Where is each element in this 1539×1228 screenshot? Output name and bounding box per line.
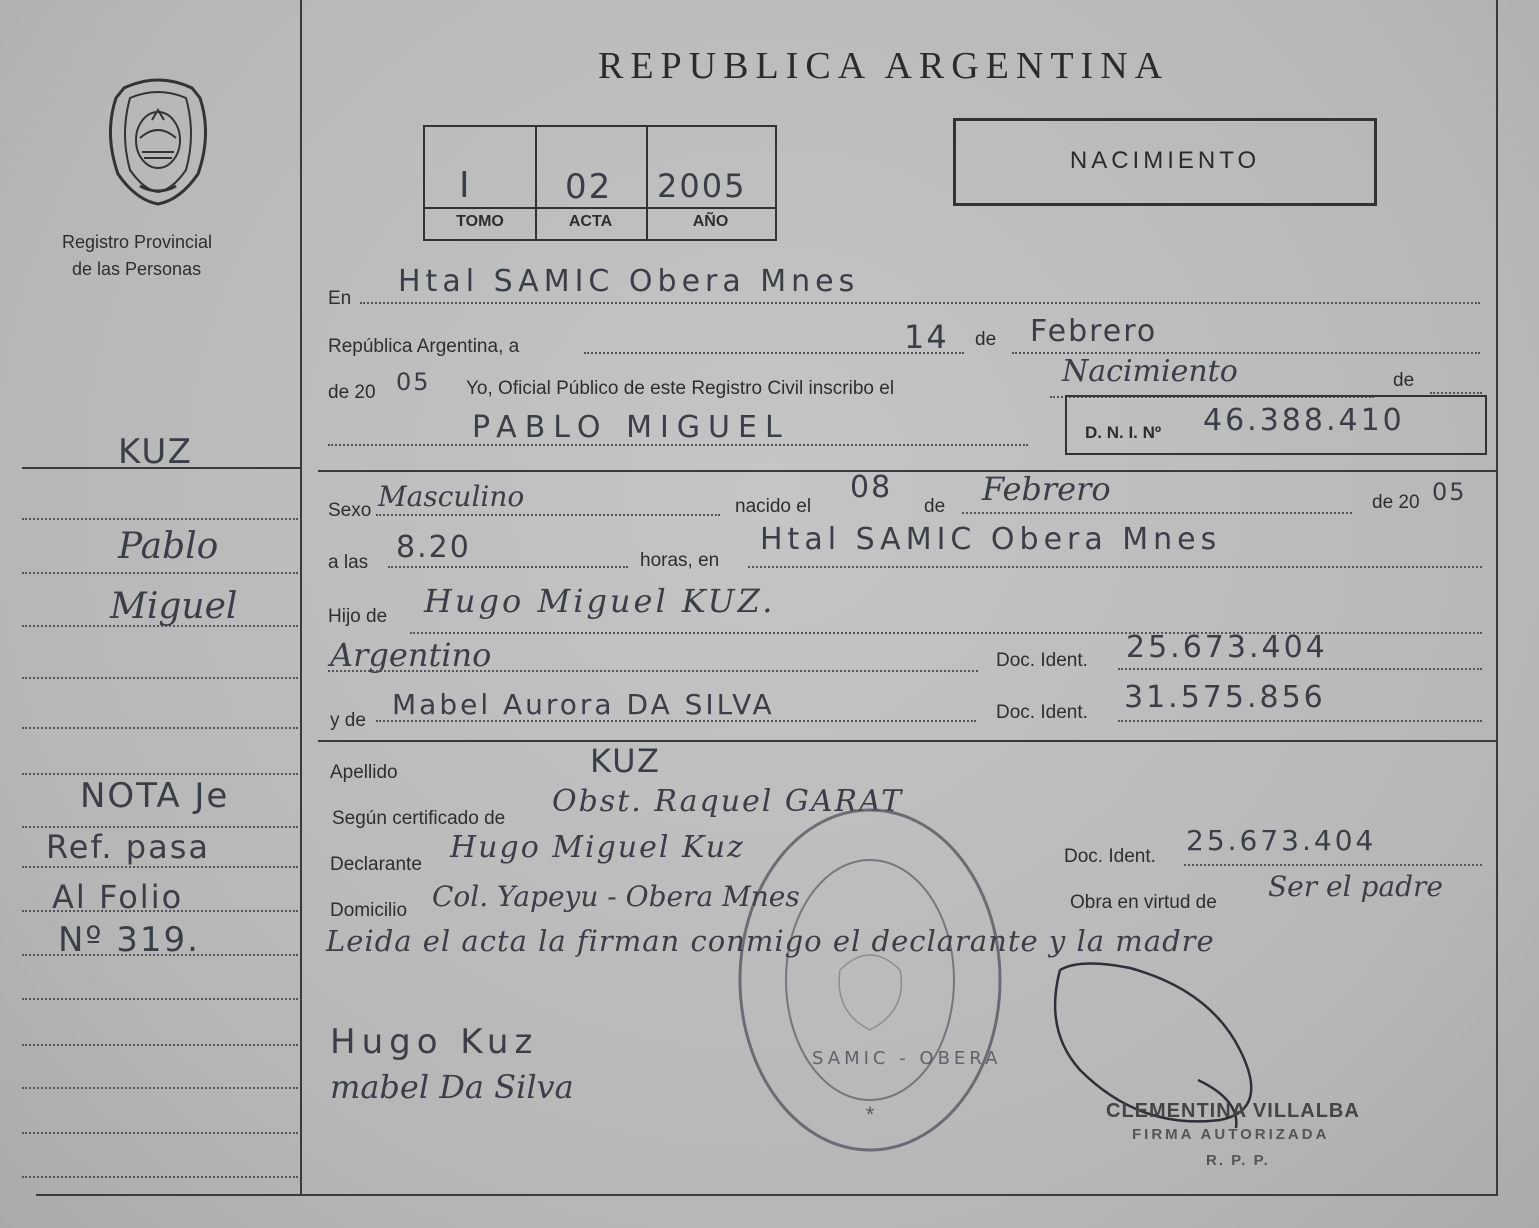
margin-line <box>22 727 298 729</box>
declarant-doc-number: 25.673.404 <box>1186 824 1377 857</box>
year-suffix: 05 <box>396 368 431 396</box>
en-label: En <box>328 288 352 309</box>
dni-label: D. N. I. Nº <box>1085 423 1162 442</box>
father-doc-line <box>1118 668 1482 670</box>
official-office: R. P. P. <box>1206 1152 1270 1169</box>
mother-signature: mabel Da Silva <box>330 1068 574 1106</box>
bottom-frame-border <box>36 1194 1498 1196</box>
country-title: REPUBLICA ARGENTINA <box>598 45 1170 87</box>
seal-place: SAMIC - OBERA <box>812 1048 1002 1069</box>
margin-middle-name: Miguel <box>110 586 238 627</box>
reading-statement: Leida el acta la firman conmigo el declarante y la madre <box>326 924 1215 958</box>
de-label: de <box>975 329 997 350</box>
birth-year-suffix: 05 <box>1432 478 1467 506</box>
section-separator <box>318 470 1496 472</box>
mother-doc-number: 31.575.856 <box>1124 680 1326 715</box>
official-name: CLEMENTINA VILLALBA <box>1106 1100 1360 1122</box>
margin-line <box>22 1087 298 1089</box>
dni-number: 46.388.410 <box>1203 403 1405 438</box>
acta-value: 02 <box>565 167 613 207</box>
ano-label: AÑO <box>692 213 729 230</box>
domicilio-label: Domicilio <box>330 900 408 921</box>
margin-line <box>22 572 298 574</box>
margin-line <box>22 1176 298 1178</box>
dni-box <box>1065 395 1487 455</box>
birth-place-line <box>748 566 1482 568</box>
margin-line <box>22 518 298 520</box>
svg-text:*: * <box>865 1102 875 1127</box>
tomo-label: TOMO <box>456 213 504 230</box>
registry-name-line2: de las Personas <box>72 259 202 279</box>
margin-line <box>22 1132 298 1134</box>
birth-time-line <box>388 566 628 568</box>
nationality-line <box>328 670 978 672</box>
y-de-label: y de <box>330 710 366 731</box>
inscription-month: Febrero <box>1030 314 1158 349</box>
seal-text <box>740 1150 770 1151</box>
segun-label: Según certificado de <box>332 808 506 829</box>
mother-line <box>376 720 976 722</box>
address-value: Col. Yapeyu - Obera Mnes <box>432 880 800 913</box>
doc-ident-label-2: Doc. Ident. <box>996 702 1088 723</box>
obra-label: Obra en virtud de <box>1070 892 1217 913</box>
margin-line <box>22 998 298 1000</box>
hijo-de-label: Hijo de <box>328 606 388 627</box>
tomo-value: I <box>459 165 472 206</box>
de-label-2: de <box>1393 370 1415 391</box>
birth-time: 8.20 <box>396 530 471 565</box>
apellido-label: Apellido <box>330 762 398 783</box>
father-signature: Hugo Kuz <box>330 1022 539 1062</box>
margin-note-line1: NOTA Je <box>80 776 230 816</box>
margin-note-line2: Ref. pasa <box>46 828 210 866</box>
birth-year-prefix: de 20 <box>1372 492 1420 513</box>
father-doc-number: 25.673.404 <box>1126 630 1328 665</box>
sexo-label: Sexo <box>328 500 372 521</box>
margin-line <box>22 677 298 679</box>
birth-month-line <box>962 512 1352 514</box>
oficial-text: Yo, Oficial Público de este Registro Civil inscribo el <box>466 378 895 399</box>
doc-ident-label-3: Doc. Ident. <box>1064 846 1156 867</box>
margin-surname: KUZ <box>118 432 193 472</box>
apellido-value: KUZ <box>590 742 661 780</box>
registry-name-line1: Registro Provincial <box>62 232 213 252</box>
margin-line <box>22 866 298 868</box>
margin-note-line4: Nº 319. <box>58 920 200 960</box>
en-line <box>360 302 1480 304</box>
record-type-label: NACIMIENTO <box>1069 147 1261 174</box>
act-type: Nacimiento <box>1062 354 1238 389</box>
birth-day: 08 <box>850 470 893 505</box>
declarant-name: Hugo Miguel Kuz <box>450 830 745 865</box>
mother-doc-line <box>1118 720 1482 722</box>
sexo-value: Masculino <box>378 480 525 513</box>
sexo-line <box>376 514 720 516</box>
doc-ident-label: Doc. Ident. <box>996 650 1088 671</box>
official-role: FIRMA AUTORIZADA <box>1132 1126 1330 1143</box>
right-frame-border <box>1496 0 1498 1196</box>
de-label-3: de <box>924 496 946 517</box>
acta-label: ACTA <box>568 213 613 230</box>
margin-first-name: Pablo <box>118 526 219 567</box>
father-nationality: Argentino <box>330 636 492 674</box>
inscription-day: 14 <box>904 318 949 356</box>
a-las-label: a las <box>328 552 369 573</box>
birth-place: Htal SAMIC Obera Mnes <box>760 522 1222 557</box>
left-column-divider <box>300 0 302 1196</box>
name-line <box>328 444 1028 446</box>
official-seal-stamp <box>730 800 1010 1160</box>
margin-line <box>22 773 298 775</box>
provincial-emblem-icon <box>96 74 220 206</box>
record-type-box <box>953 118 1377 206</box>
father-name: Hugo Miguel KUZ. <box>424 582 776 620</box>
certificate-issuer: Obst. Raquel GARAT <box>552 784 904 819</box>
republica-label: República Argentina, a <box>328 336 520 357</box>
year-prefix: de 20 <box>328 382 376 403</box>
record-info-table <box>423 125 777 241</box>
mother-name: Mabel Aurora DA SILVA <box>392 688 775 721</box>
en-place: Htal SAMIC Obera Mnes <box>398 264 860 299</box>
child-full-name: PABLO MIGUEL <box>472 410 790 445</box>
nacido-label: nacido el <box>735 496 812 517</box>
obra-value: Ser el padre <box>1268 870 1443 903</box>
section-separator-2 <box>318 740 1496 742</box>
declarant-doc-line <box>1184 864 1482 866</box>
birth-month: Febrero <box>982 470 1111 508</box>
declarante-label: Declarante <box>330 854 422 875</box>
margin-note-line3: Al Folio <box>52 878 184 916</box>
ano-value: 2005 <box>657 167 747 205</box>
horas-en-label: horas, en <box>640 550 720 571</box>
act-type-line-end <box>1430 392 1482 394</box>
margin-line <box>22 1044 298 1046</box>
